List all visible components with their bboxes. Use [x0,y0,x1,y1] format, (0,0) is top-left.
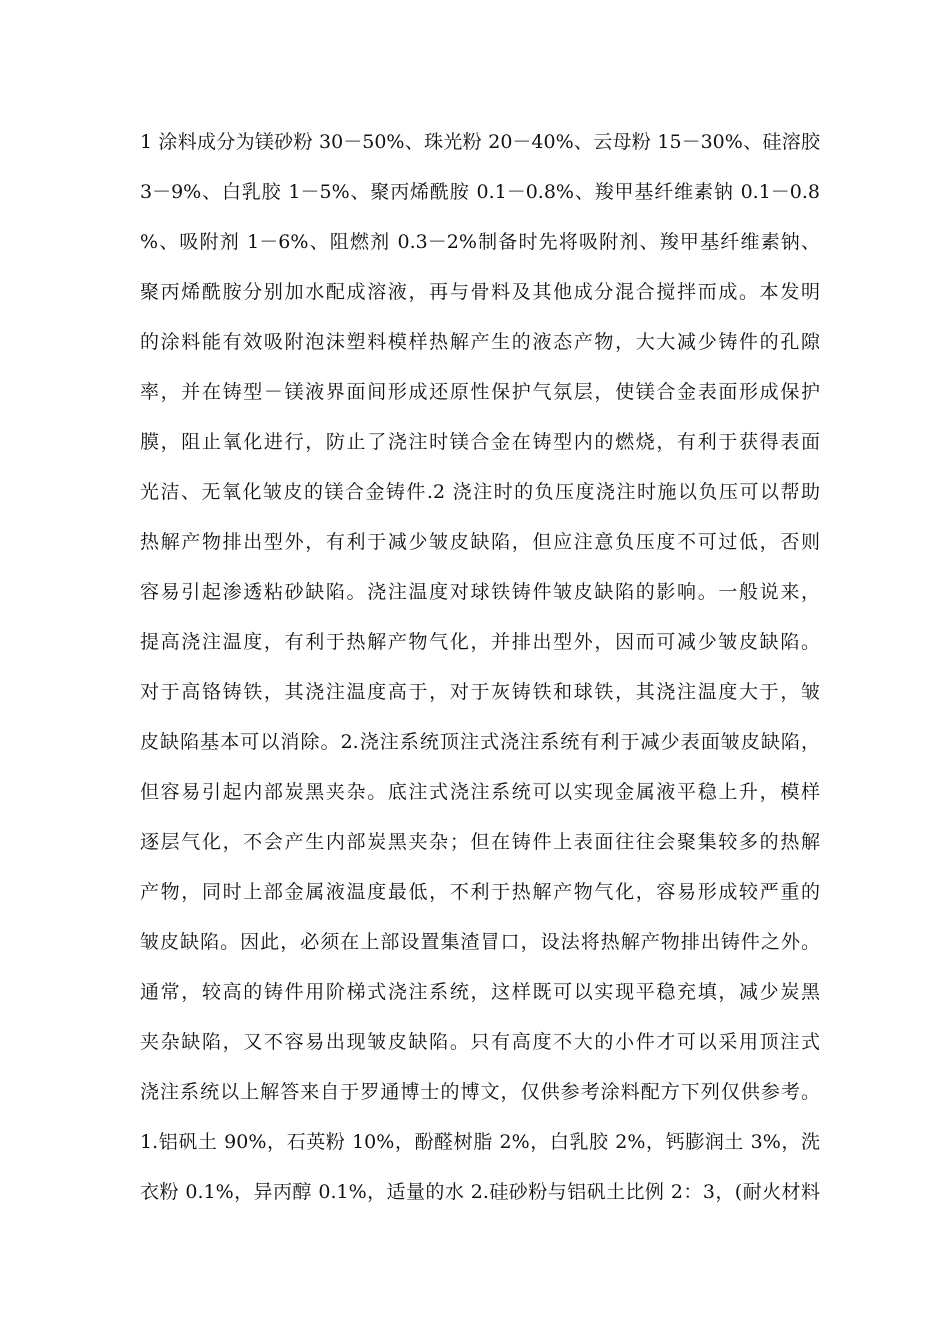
text-line: 聚丙烯酰胺分别加水配成溶液，再与骨料及其他成分混合搅拌而成。本发明 [140,281,820,303]
body-text [140,124,820,1224]
text-line: 膜，阻止氧化进行，防止了浇注时镁合金在铸型内的燃烧，有利于获得表面 [140,431,820,453]
text-line: 皮缺陷基本可以消除。2.浇注系统顶注式浇注系统有利于减少表面皱皮缺陷， [140,731,820,753]
text-line: %、吸附剂 1－6%、阻燃剂 0.3－2%制备时先将吸附剂、羧甲基纤维素钠、 [140,231,820,253]
text-line: 逐层气化，不会产生内部炭黑夹杂；但在铸件上表面往往会聚集较多的热解 [140,831,820,853]
text-line: 光洁、无氧化皱皮的镁合金铸件.2 浇注时的负压度浇注时施以负压可以帮助 [140,481,820,503]
text-line: 1.铝矾土 90%，石英粉 10%，酚醛树脂 2%，白乳胶 2%，钙膨润土 3%，洗 [140,1131,820,1153]
text-line: 热解产物排出型外，有利于减少皱皮缺陷，但应注意负压度不可过低，否则 [140,531,820,553]
text-line: 夹杂缺陷，又不容易出现皱皮缺陷。只有高度不大的小件才可以采用顶注式 [140,1031,820,1053]
text-line: 提高浇注温度，有利于热解产物气化，并排出型外，因而可减少皱皮缺陷。 [140,631,820,653]
text-line: 通常，较高的铸件用阶梯式浇注系统，这样既可以实现平稳充填，减少炭黑 [140,981,820,1003]
text-line: 产物，同时上部金属液温度最低，不利于热解产物气化，容易形成较严重的 [140,881,820,903]
text-line: 衣粉 0.1%，异丙醇 0.1%，适量的水 2.硅砂粉与铝矾土比例 2：3，(耐火材料 [140,1181,820,1203]
text-line: 对于高铬铸铁，其浇注温度高于，对于灰铸铁和球铁，其浇注温度大于，皱 [140,681,820,703]
text-line: 但容易引起内部炭黑夹杂。底注式浇注系统可以实现金属液平稳上升，模样 [140,781,820,803]
text-line: 皱皮缺陷。因此，必须在上部设置集渣冒口，设法将热解产物排出铸件之外。 [140,931,820,953]
text-line: 1 涂料成分为镁砂粉 30－50%、珠光粉 20－40%、云母粉 15－30%、硅溶胶 [140,131,820,153]
text-line: 浇注系统以上解答来自于罗通博士的博文，仅供参考涂料配方下列仅供参考。 [140,1081,820,1103]
text-line: 的涂料能有效吸附泡沫塑料模样热解产生的液态产物，大大减少铸件的孔隙 [140,331,820,353]
text-line: 3－9%、白乳胶 1－5%、聚丙烯酰胺 0.1－0.8%、羧甲基纤维素钠 0.1－0.8 [140,181,820,203]
text-line: 率，并在铸型－镁液界面间形成还原性保护气氛层，使镁合金表面形成保护 [140,381,820,403]
text-line: 容易引起渗透粘砂缺陷。浇注温度对球铁铸件皱皮缺陷的影响。一般说来， [140,581,820,603]
